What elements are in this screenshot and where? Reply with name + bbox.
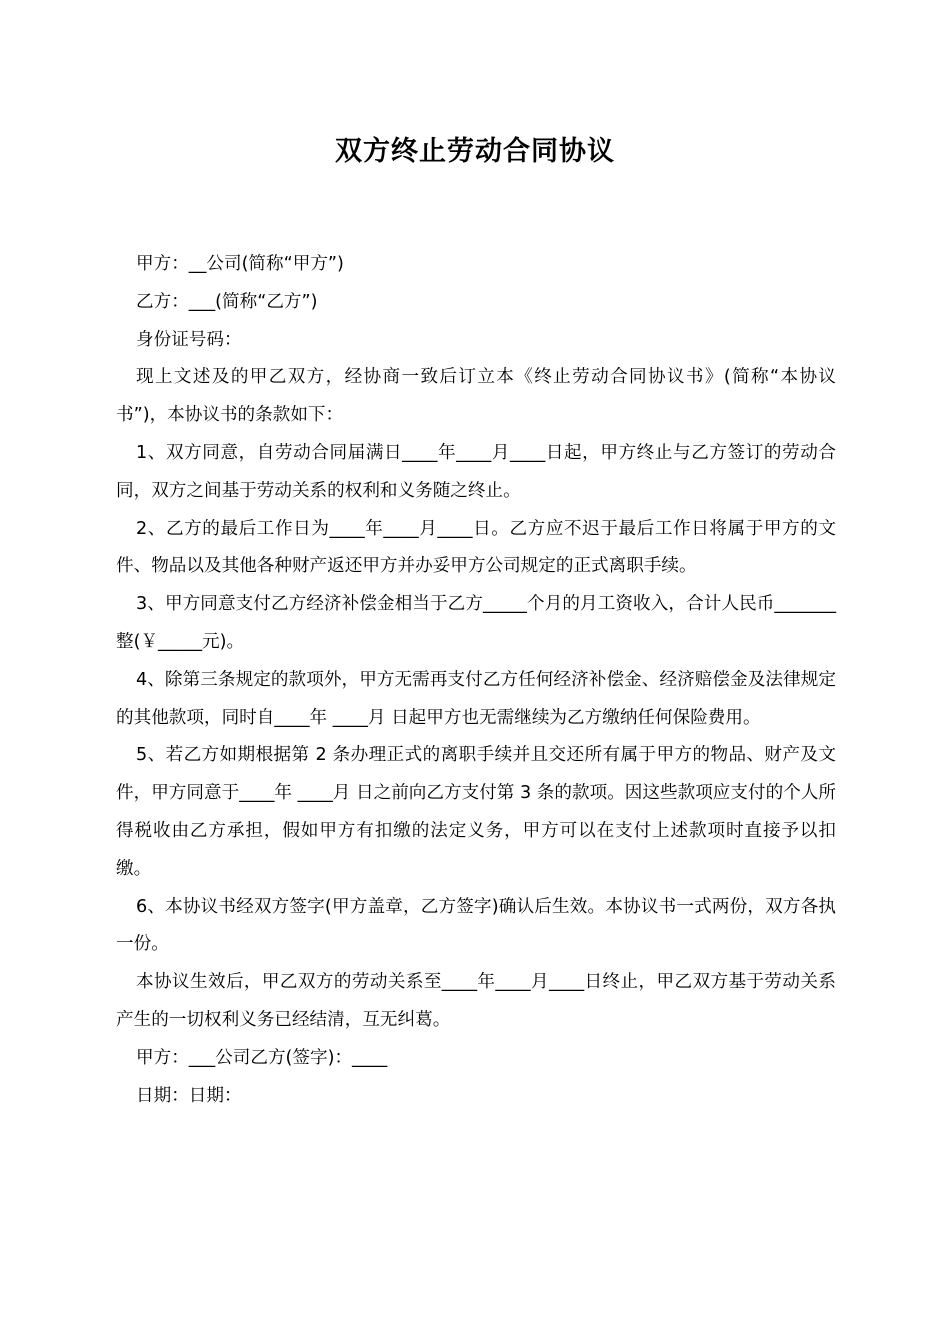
clause-5: 5、若乙方如期根据第 2 条办理正式的离职手续并且交还所有属于甲方的物品、财产及文件，甲方同意于____年 ____月 日之前向乙方支付第 3 条的款项。因这些款项应支付的个人所得税收由乙方承担，假如甲方有扣缴的法定义务，甲方可以在支付上述款项时直接予以扣缴。 bbox=[116, 745, 836, 879]
preamble-paragraph: 现上文述及的甲乙双方，经协商一致后订立本《终止劳动合同协议书》(简称“本协议书”)，本协议书的条款如下： bbox=[116, 367, 836, 426]
clause-3: 3、甲方同意支付乙方经济补偿金相当于乙方_____个月的月工资收入，合计人民币_______整(￥_____元)。 bbox=[116, 594, 836, 652]
clause-4: 4、除第三条规定的款项外，甲方无需再支付乙方任何经济补偿金、经济赔偿金及法律规定的其他款项，同时自____年 ____月 日起甲方也无需继续为乙方缴纳任何保险费用。 bbox=[116, 669, 836, 728]
document-body bbox=[116, 246, 836, 1115]
party-a-line: 甲方：__公司(简称“甲方”) bbox=[136, 254, 344, 274]
signature-line: 甲方：___公司乙方(签字)：____ bbox=[136, 1047, 388, 1068]
document-title: 双方终止劳动合同协议 bbox=[335, 136, 615, 167]
clause-6: 6、本协议书经双方签字(甲方盖章，乙方签字)确认后生效。本协议书一式两份，双方各执一份。 bbox=[116, 896, 836, 955]
party-b-line: 乙方：___(简称“乙方”) bbox=[136, 291, 318, 312]
id-number-line: 身份证号码： bbox=[136, 329, 242, 350]
effect-paragraph: 本协议生效后，甲乙双方的劳动关系至____年____月____日终止，甲乙双方基于劳动关系产生的一切权利义务已经结清，互无纠葛。 bbox=[116, 972, 836, 1030]
clause-1: 1、双方同意，自劳动合同届满日____年____月____日起，甲方终止与乙方签订的劳动合同，双方之间基于劳动关系的权利和义务随之终止。 bbox=[116, 442, 836, 501]
clause-2: 2、乙方的最后工作日为____年____月____日。乙方应不迟于最后工作日将属于甲方的文件、物品以及其他各种财产返还甲方并办妥甲方公司规定的正式离职手续。 bbox=[116, 518, 836, 577]
date-line: 日期：日期： bbox=[136, 1085, 242, 1106]
